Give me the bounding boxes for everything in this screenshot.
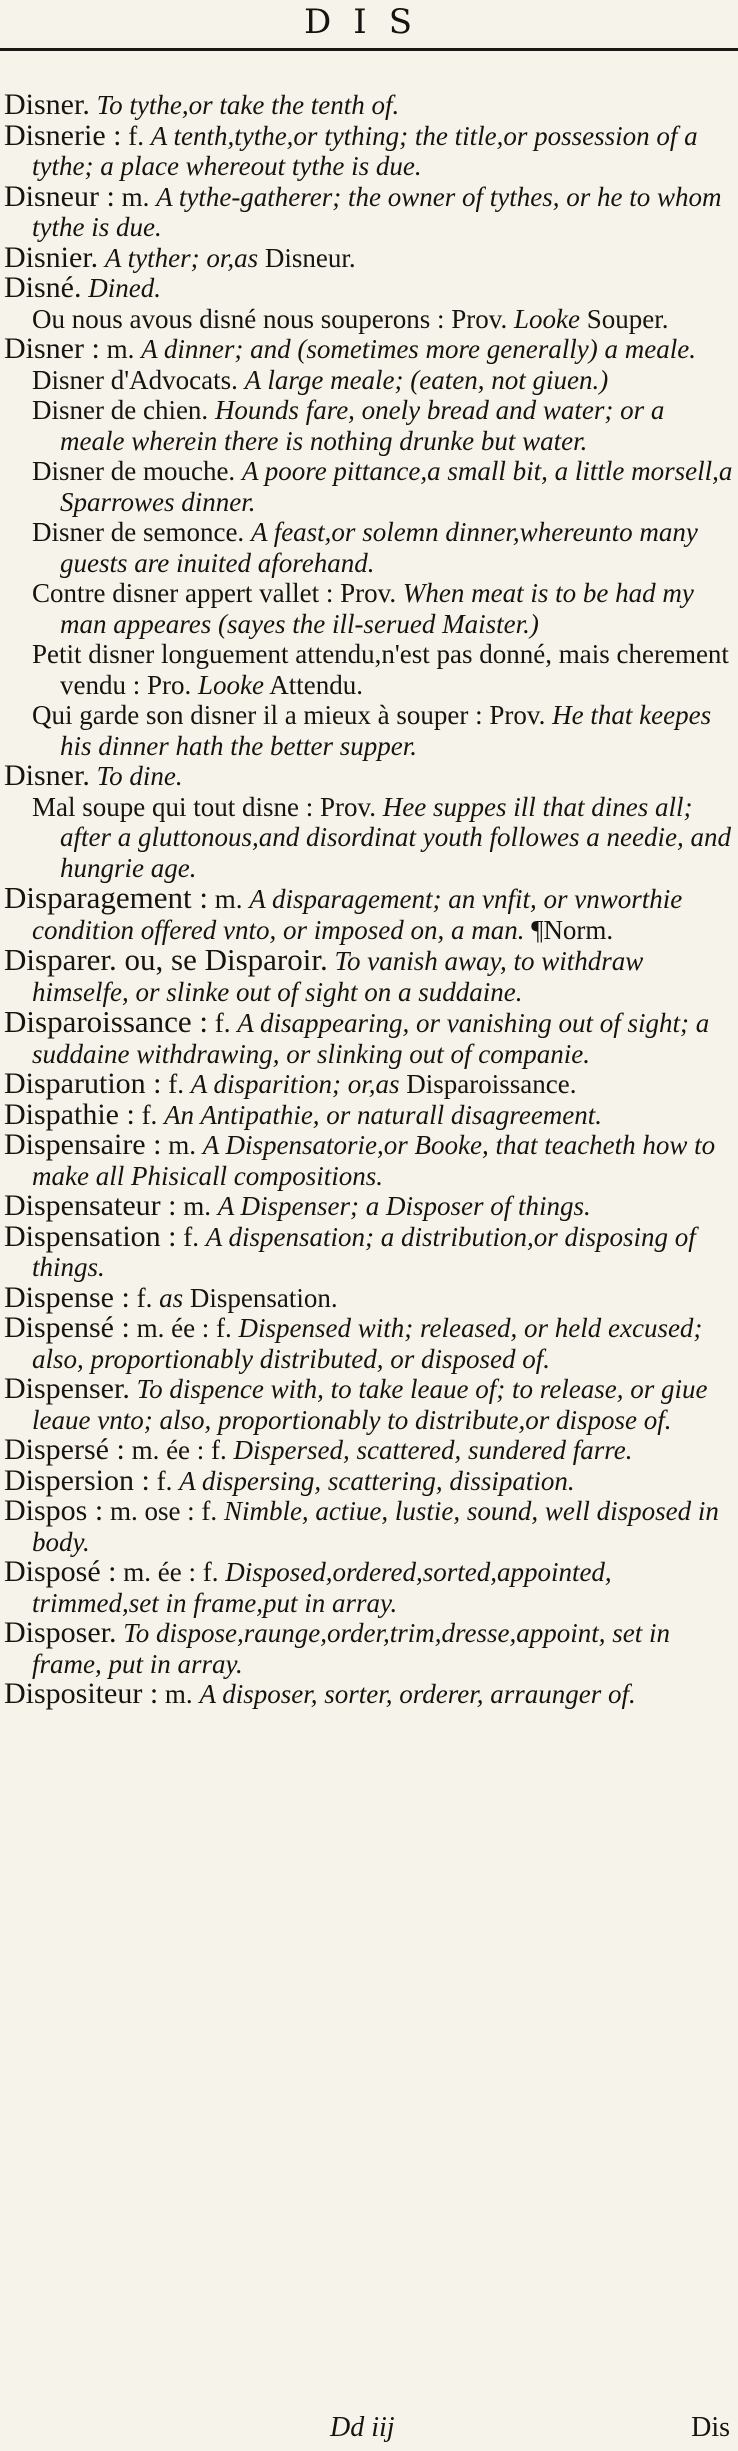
- catchword: Dis: [691, 2412, 730, 2443]
- definition: To tythe,or take the tenth of.: [96, 90, 400, 120]
- definition: A dinner; and (sometimes more generally) a meale.: [141, 334, 696, 364]
- definition: A Dispenser; a Disposer of things.: [217, 1191, 591, 1221]
- dictionary-entry: [4, 1219, 734, 1283]
- headword: Dispositeur :: [4, 1677, 159, 1710]
- headword: Dispensateur :: [4, 1189, 177, 1222]
- dictionary-entry: [4, 1069, 734, 1100]
- grammar-label: f.: [168, 1069, 184, 1099]
- dictionary-entry: [4, 1374, 734, 1435]
- phrase: Ou nous avous disné nous souperons : Prov.: [32, 303, 508, 334]
- definition: When meat is to be had my man appeares (sayes the ill-serued Maister.): [60, 578, 694, 639]
- definition: A disappearing, or vanishing out of sight; a suddaine withdrawing, or slinking out of companie.: [32, 1008, 710, 1069]
- headword: Disneur :: [4, 179, 115, 213]
- grammar-label: m.: [121, 181, 150, 212]
- headword: Dispos :: [4, 1494, 104, 1527]
- dictionary-entry: [4, 1496, 734, 1557]
- dictionary-entry: [4, 1097, 734, 1131]
- headword: Disparution :: [4, 1067, 162, 1100]
- grammar-label: m.: [183, 1191, 211, 1221]
- phrase: Disner d'Advocats.: [32, 364, 238, 395]
- dictionary-entry: [4, 1557, 734, 1618]
- dictionary-entry: [4, 1004, 734, 1069]
- headword: Dispensaire :: [4, 1128, 162, 1161]
- phrase: Contre disner appert vallet : Prov.: [32, 578, 397, 608]
- definition: Disposed,ordered,sorted,appointed, trimmed,set in frame,put in array.: [32, 1557, 612, 1618]
- dictionary-entry: [4, 1435, 734, 1466]
- headword: Dispensation :: [4, 1219, 177, 1253]
- dictionary-entry: [4, 240, 734, 274]
- header-rule: [0, 48, 738, 51]
- page-header: DIS: [304, 2, 434, 42]
- definition: Looke: [514, 303, 580, 334]
- grammar-label: m. ée : f.: [131, 1435, 227, 1465]
- grammar-label: f.: [141, 1099, 158, 1130]
- cross-reference: Disneur.: [264, 242, 356, 273]
- definition: To dine.: [96, 761, 183, 791]
- headword: Disposer.: [4, 1616, 117, 1649]
- definition: A dispensation; a distribution,or disposing of things.: [32, 1221, 696, 1282]
- definition: A tenth,tythe,or tything; the title,or possession of a tythe; a place whereout tythe is due.: [32, 120, 698, 181]
- dictionary-entry: [4, 1679, 734, 1710]
- dictionary-entry: [4, 1463, 734, 1497]
- dictionary-entries: [4, 90, 734, 1710]
- dictionary-entry: [4, 273, 734, 304]
- definition: To dispose,raunge,order,trim,dresse,appoint, set in frame, put in array.: [32, 1618, 671, 1679]
- phrase: Qui garde son disner il a mieux à souper : Prov.: [32, 700, 546, 730]
- dictionary-entry: [4, 1280, 734, 1314]
- grammar-label: f.: [214, 1008, 231, 1038]
- headword: Disner.: [4, 88, 90, 121]
- grammar-label: m.: [106, 334, 135, 364]
- headword: Dispense :: [4, 1280, 130, 1314]
- grammar-label: f.: [156, 1465, 173, 1496]
- definition: A Dispensatorie,or Booke, that teacheth how to make all Phisicall compositions.: [32, 1130, 716, 1191]
- definition: An Antipathie, or naturall disagreement.: [164, 1099, 603, 1130]
- headword: Dispensé :: [4, 1311, 130, 1344]
- phrase: Disner de chien.: [32, 395, 209, 425]
- dictionary-entry: [4, 942, 734, 1007]
- dictionary-entry: [4, 761, 734, 792]
- definition: A dispersing, scattering, dissipation.: [179, 1465, 575, 1496]
- headword: Disparer. ou, se Disparoir.: [4, 942, 328, 977]
- headword: Dispenser.: [4, 1372, 130, 1405]
- definition: To dispence with, to take leaue of; to release, or giue leaue vnto; also, proportionably to distribute,or dispose of.: [32, 1374, 708, 1435]
- cross-reference: ¶Norm.: [531, 914, 614, 945]
- definition: A feast,or solemn dinner,whereunto many guests are inuited aforehand.: [60, 517, 698, 578]
- phrase: Disner de mouche.: [32, 456, 236, 486]
- definition: A tyther; or,as: [104, 242, 259, 273]
- headword: Disparagement :: [4, 880, 209, 915]
- grammar-label: f.: [136, 1282, 153, 1313]
- definition: A large meale; (eaten, not giuen.): [244, 364, 609, 395]
- sub-entry: [4, 304, 734, 335]
- dictionary-entry: [4, 90, 734, 121]
- sub-entry: [4, 639, 734, 700]
- definition: Nimble, actiue, lustie, sound, well disposed in body.: [32, 1496, 719, 1557]
- sub-entry: [4, 395, 734, 456]
- headword: Disner :: [4, 332, 100, 365]
- grammar-label: m.: [164, 1679, 193, 1709]
- cross-reference: Attendu.: [269, 669, 363, 700]
- cross-reference: Dispensation.: [189, 1282, 338, 1313]
- sub-entry: [4, 517, 734, 578]
- definition: A disparagement; an vnfit, or vnworthie condition offered vnto, or imposed on, a man.: [32, 884, 683, 945]
- definition: A poore pittance,a small bit, a little morsell,a Sparrowes dinner.: [60, 456, 733, 517]
- definition: Hee suppes ill that dines all; after a gluttonous,and disordinat youth followes a needie, and hungrie age.: [60, 791, 731, 883]
- sub-entry: [4, 456, 734, 517]
- headword: Disnier.: [4, 240, 99, 274]
- definition: as: [159, 1282, 184, 1313]
- sub-entry: [4, 792, 734, 884]
- dictionary-entry: [4, 1130, 734, 1191]
- dictionary-entry: [4, 1618, 734, 1679]
- sub-entry: [4, 365, 734, 396]
- grammar-label: f.: [183, 1221, 199, 1252]
- headword: Dispersé :: [4, 1433, 125, 1466]
- headword: Disparoissance :: [4, 1004, 209, 1039]
- dictionary-entry: [4, 179, 734, 243]
- grammar-label: f.: [128, 120, 144, 151]
- phrase: Mal soupe qui tout disne : Prov.: [32, 791, 376, 822]
- definition: A tythe-gatherer; the owner of tythes, or he to whom tythe is due.: [32, 181, 722, 242]
- dictionary-entry: [4, 1191, 734, 1222]
- dictionary-entry: [4, 880, 734, 945]
- definition: Dined.: [88, 273, 161, 303]
- definition: To vanish away, to withdraw himselfe, or slinke out of sight on a suddaine.: [32, 946, 644, 1007]
- grammar-label: m.: [168, 1130, 196, 1160]
- headword: Disner.: [4, 759, 90, 792]
- cross-reference: Disparoissance.: [406, 1069, 577, 1099]
- grammar-label: m.: [214, 884, 243, 914]
- definition: He that keepes his dinner hath the better supper.: [60, 700, 712, 761]
- grammar-label: m. ose : f.: [109, 1496, 218, 1526]
- definition: Dispersed, scattered, sundered farre.: [233, 1435, 633, 1465]
- dictionary-entry: [4, 118, 734, 182]
- definition: Hounds fare, onely bread and water; or a meale wherein there is nothing drunke but water.: [60, 395, 665, 456]
- dictionary-entry: [4, 1313, 734, 1374]
- definition: Dispensed with; released, or held excused; also, proportionably distributed, or disposed of.: [32, 1313, 703, 1374]
- definition: A disposer, sorter, orderer, arraunger of.: [199, 1679, 636, 1709]
- grammar-label: m. ée : f.: [136, 1313, 232, 1343]
- definition: A disparition; or,as: [190, 1069, 400, 1099]
- definition: Looke: [198, 669, 264, 700]
- sub-entry: [4, 578, 734, 639]
- sub-entry: [4, 700, 734, 761]
- signature-mark: Dd iij: [330, 2412, 395, 2443]
- headword: Disné.: [4, 271, 82, 304]
- phrase: Disner de semonce.: [32, 517, 245, 547]
- page-footer: [0, 2412, 738, 2444]
- headword: Dispathie :: [4, 1097, 135, 1131]
- dictionary-entry: [4, 334, 734, 365]
- headword: Dispersion :: [4, 1463, 150, 1497]
- cross-reference: Souper.: [586, 303, 669, 334]
- phrase: Petit disner longuement attendu,n'est pas donné, mais cherement vendu : Pro.: [32, 639, 729, 700]
- headword: Disposé :: [4, 1555, 117, 1588]
- grammar-label: m. ée : f.: [123, 1557, 219, 1587]
- headword: Disnerie :: [4, 118, 122, 152]
